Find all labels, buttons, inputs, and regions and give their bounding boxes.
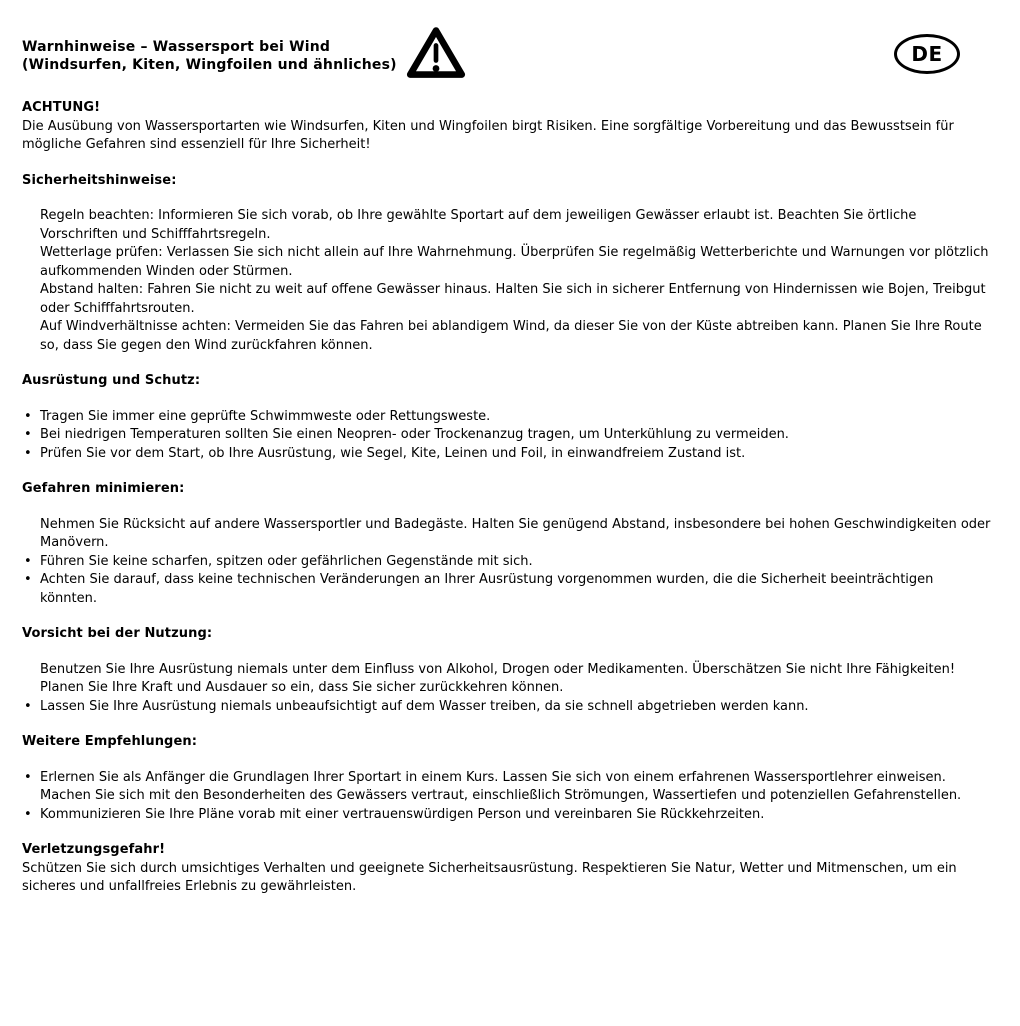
section-heading: Weitere Empfehlungen: xyxy=(22,734,198,749)
paragraph-text: Schützen Sie sich durch umsichtiges Verhalten und geeignete Sicherheitsausrüstung. Respektieren Sie Natur, Wetter und Mitmenschen, um ein sicheres und unfallfreies Erlebnis zu gewährleisten. xyxy=(22,860,957,894)
list-item xyxy=(22,553,992,572)
list-item xyxy=(22,408,992,427)
list-item xyxy=(22,787,992,806)
section-heading: Gefahren minimieren: xyxy=(22,481,185,496)
list-item xyxy=(22,318,992,355)
list-item xyxy=(22,244,992,281)
section-body xyxy=(22,860,992,897)
list-item-text: Machen Sie sich mit den Besonderheiten des Gewässers vertraut, einschließlich Strömungen, Wassertiefen und potenziellen Gefahrenstellen. xyxy=(40,788,962,803)
list-item-text: Achten Sie darauf, dass keine technischen Veränderungen an Ihrer Ausrüstung vorgenommen wurden, die die Sicherheit beeinträchtigen könnten. xyxy=(40,572,934,606)
bullet-icon: • xyxy=(24,572,32,587)
bullet-icon: • xyxy=(24,408,32,424)
bullet-icon: • xyxy=(24,806,32,822)
language-code: DE xyxy=(911,42,943,66)
section-heading: Vorsicht bei der Nutzung: xyxy=(22,626,213,641)
bullet-icon: • xyxy=(24,769,32,785)
list-item xyxy=(22,426,992,445)
list-item-text: Nehmen Sie Rücksicht auf andere Wassersportler und Badegäste. Halten Sie genügend Abstand, insbesondere bei hohen Geschwindigkeiten oder Manövern. xyxy=(40,516,991,550)
list-item-text: Wetterlage prüfen: Verlassen Sie sich nicht allein auf Ihre Wahrnehmung. Überprüfen Sie regelmäßig Wetterberichte und Warnungen vor plötzlich aufkommenden Winden oder Stürmen. xyxy=(40,245,989,279)
paragraph-text: Die Ausübung von Wassersportarten wie Windsurfen, Kiten und Wingfoilen birgt Risiken. Eine sorgfältige Vorbereitung und das Bewusstsein für mögliche Gefahren sind essenziell für Ihre Sicherheit! xyxy=(22,118,954,152)
warning-triangle-icon xyxy=(406,24,466,82)
list-item xyxy=(22,571,992,608)
page-title-line-1: Warnhinweise – Wassersport bei Wind xyxy=(22,39,331,55)
list-item-text: Benutzen Sie Ihre Ausrüstung niemals unter dem Einfluss von Alkohol, Drogen oder Medikamenten. Überschätzen Sie nicht Ihre Fähigkeiten! Planen Sie Ihre Kraft und Ausdauer so ein, dass Sie sicher zurückkehren können. xyxy=(40,661,956,695)
section-heading: Sicherheitshinweise: xyxy=(22,172,177,188)
section-sicherheitshinweise xyxy=(22,172,992,356)
section-achtung xyxy=(22,99,992,155)
section-heading: ACHTUNG! xyxy=(22,100,101,115)
list-item xyxy=(22,445,992,464)
bullet-icon: • xyxy=(24,698,32,714)
list-item-text: Prüfen Sie vor dem Start, ob Ihre Ausrüstung, wie Segel, Kite, Leinen und Foil, in einwandfreiem Zustand ist. xyxy=(40,445,746,461)
section-body xyxy=(22,207,992,355)
list-item-text: Abstand halten: Fahren Sie nicht zu weit auf offene Gewässer hinaus. Halten Sie sich in sicherer Entfernung von Hindernissen wie Bojen, Treibgut oder Schifffahrtsrouten. xyxy=(40,282,986,316)
paragraph xyxy=(22,860,992,897)
list-item xyxy=(22,806,992,825)
section-weitere-empfehlungen xyxy=(22,733,992,824)
section-body xyxy=(22,408,992,464)
list-item xyxy=(22,698,992,717)
bullet-icon: • xyxy=(24,445,32,461)
list-item-text: Auf Windverhältnisse achten: Vermeiden Sie das Fahren bei ablandigem Wind, da dieser Sie von der Küste abtreiben kann. Planen Sie Ihre Route so, dass Sie gegen den Wind zurückfahren können. xyxy=(40,319,982,353)
list-item-text: Lassen Sie Ihre Ausrüstung niemals unbeaufsichtigt auf dem Wasser treiben, da sie schnell abgetrieben werden kann. xyxy=(40,698,809,714)
list-item xyxy=(22,281,992,318)
list-item-text: Tragen Sie immer eine geprüfte Schwimmweste oder Rettungsweste. xyxy=(40,408,491,424)
list-item-text: Regeln beachten: Informieren Sie sich vorab, ob Ihre gewählte Sportart auf dem jeweiligen Gewässer erlaubt ist. Beachten Sie örtliche Vorschriften und Schifffahrtsregeln. xyxy=(40,208,917,242)
list-item-text: Führen Sie keine scharfen, spitzen oder gefährlichen Gegenstände mit sich. xyxy=(40,553,533,569)
list-item-text: Kommunizieren Sie Ihre Pläne vorab mit einer vertrauenswürdigen Person und vereinbaren Sie Rückkehrzeiten. xyxy=(40,806,765,822)
paragraph xyxy=(22,118,992,155)
section-body xyxy=(22,516,992,609)
section-heading: Ausrüstung und Schutz: xyxy=(22,373,201,388)
list-item xyxy=(22,661,992,698)
list-item xyxy=(22,207,992,244)
section-body xyxy=(22,769,992,825)
list-item-text: Erlernen Sie als Anfänger die Grundlagen Ihrer Sportart in einem Kurs. Lassen Sie sich von einem erfahrenen Wassersportlehrer einweisen. xyxy=(40,769,946,785)
section-verletzungsgefahr xyxy=(22,841,992,897)
page-title xyxy=(22,38,397,74)
language-badge xyxy=(894,34,960,74)
section-heading: Verletzungsgefahr! xyxy=(22,842,166,857)
list-item xyxy=(22,769,992,788)
bullet-icon: • xyxy=(24,427,32,442)
section-body xyxy=(22,118,992,155)
document-header xyxy=(22,30,992,82)
list-item-text: Bei niedrigen Temperaturen sollten Sie einen Neopren- oder Trockenanzug tragen, um Unterkühlung zu vermeiden. xyxy=(40,427,789,442)
list-item xyxy=(22,516,992,553)
section-vorsicht-bei-der-nutzung xyxy=(22,625,992,716)
section-body xyxy=(22,661,992,717)
page-title-line-2: (Windsurfen, Kiten, Wingfoilen und ähnliches) xyxy=(22,57,397,73)
section-ausruestung-und-schutz xyxy=(22,372,992,463)
bullet-icon: • xyxy=(24,553,32,569)
section-gefahren-minimieren xyxy=(22,480,992,608)
